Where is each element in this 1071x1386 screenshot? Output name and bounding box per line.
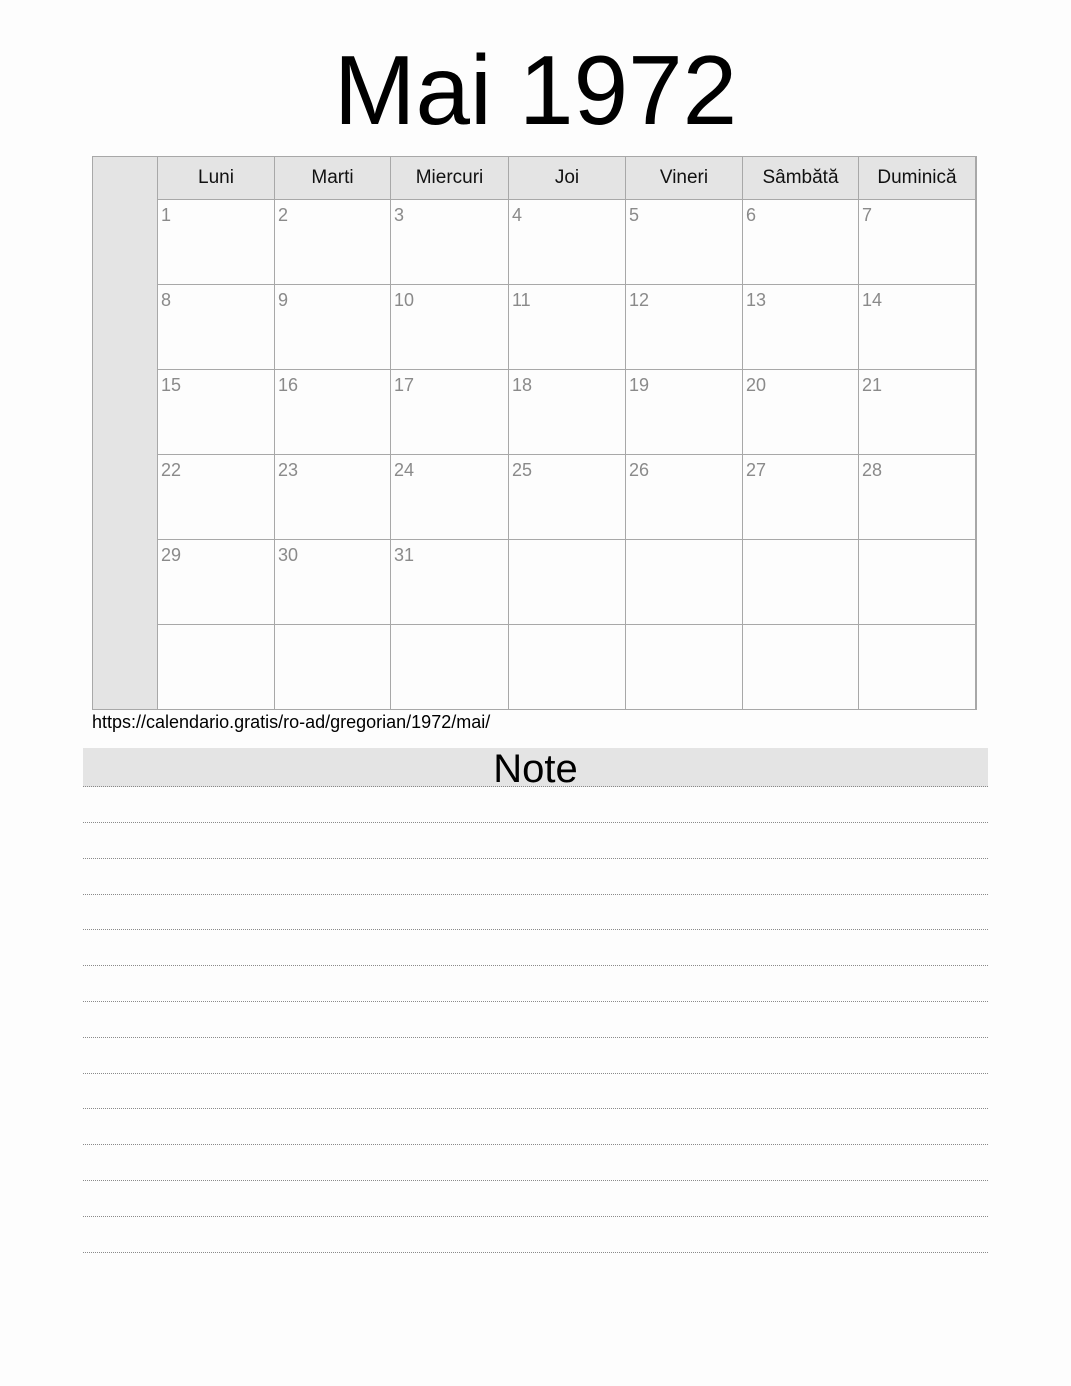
source-url[interactable]: https://calendario.gratis/ro-ad/gregorian/1972/mai/ — [92, 712, 491, 732]
day-cell[interactable] — [509, 540, 626, 625]
day-cell[interactable] — [391, 625, 509, 709]
day-cell[interactable] — [391, 200, 509, 285]
weekday-header: Joi — [509, 157, 626, 200]
day-cell[interactable] — [743, 540, 859, 625]
day-cell[interactable] — [509, 285, 626, 370]
day-cell[interactable] — [626, 200, 743, 285]
day-number: 16 — [278, 375, 299, 395]
day-number: 20 — [746, 375, 767, 395]
day-cell[interactable] — [391, 540, 509, 625]
day-number: 5 — [629, 205, 640, 225]
day-cell[interactable] — [158, 540, 275, 625]
day-cell[interactable] — [509, 200, 626, 285]
day-cell[interactable] — [275, 370, 391, 455]
day-number: 19 — [629, 375, 650, 395]
day-cell[interactable] — [743, 455, 859, 540]
note-line[interactable] — [83, 894, 988, 895]
day-cell[interactable] — [859, 370, 976, 455]
day-cell[interactable] — [626, 455, 743, 540]
note-line[interactable] — [83, 1001, 988, 1002]
day-number: 3 — [394, 205, 405, 225]
day-cell[interactable] — [509, 370, 626, 455]
day-number: 18 — [512, 375, 533, 395]
day-cell[interactable] — [275, 540, 391, 625]
day-number: 25 — [512, 460, 533, 480]
day-number: 11 — [512, 290, 531, 310]
day-number: 23 — [278, 460, 299, 480]
note-line[interactable] — [83, 858, 988, 859]
day-cell[interactable] — [158, 625, 275, 709]
day-cell[interactable] — [275, 285, 391, 370]
day-cell[interactable] — [275, 455, 391, 540]
note-line[interactable] — [83, 1108, 988, 1109]
day-number: 17 — [394, 375, 415, 395]
day-number: 10 — [394, 290, 415, 310]
note-line[interactable] — [83, 965, 988, 966]
note-line[interactable] — [83, 1216, 988, 1217]
day-cell[interactable] — [158, 455, 275, 540]
note-line[interactable] — [83, 1073, 988, 1074]
weekday-header: Marti — [275, 157, 391, 200]
day-cell[interactable] — [743, 625, 859, 709]
day-cell[interactable] — [158, 285, 275, 370]
calendar-grid — [92, 156, 977, 710]
weekday-header: Luni — [158, 157, 275, 200]
note-line[interactable] — [83, 929, 988, 930]
day-cell[interactable] — [626, 370, 743, 455]
weekday-header: Vineri — [626, 157, 743, 200]
note-line[interactable] — [83, 822, 988, 823]
day-number: 26 — [629, 460, 650, 480]
day-cell[interactable] — [626, 285, 743, 370]
day-cell[interactable] — [391, 285, 509, 370]
day-cell[interactable] — [509, 455, 626, 540]
day-number: 7 — [862, 205, 873, 225]
note-line[interactable] — [83, 1144, 988, 1145]
day-number: 30 — [278, 545, 299, 565]
day-cell[interactable] — [391, 370, 509, 455]
day-number: 2 — [278, 205, 289, 225]
day-cell[interactable] — [743, 370, 859, 455]
day-cell[interactable] — [859, 625, 976, 709]
day-cell[interactable] — [859, 200, 976, 285]
day-number: 9 — [278, 290, 289, 310]
day-cell[interactable] — [275, 200, 391, 285]
day-cell[interactable] — [743, 200, 859, 285]
day-number: 31 — [394, 545, 415, 565]
day-cell[interactable] — [158, 200, 275, 285]
day-number: 8 — [161, 290, 172, 310]
day-cell[interactable] — [859, 540, 976, 625]
day-number: 21 — [862, 375, 883, 395]
day-cell[interactable] — [626, 540, 743, 625]
weekday-header: Miercuri — [391, 157, 509, 200]
note-line[interactable] — [83, 1252, 988, 1253]
note-line[interactable] — [83, 1180, 988, 1181]
day-cell[interactable] — [275, 625, 391, 709]
day-number: 29 — [161, 545, 182, 565]
day-number: 1 — [161, 205, 172, 225]
day-cell[interactable] — [626, 625, 743, 709]
note-line[interactable] — [83, 1037, 988, 1038]
day-number: 28 — [862, 460, 883, 480]
day-cell[interactable] — [391, 455, 509, 540]
day-number: 14 — [862, 290, 883, 310]
day-cell[interactable] — [859, 455, 976, 540]
page-title: Mai 1972 — [333, 35, 738, 145]
day-cell[interactable] — [509, 625, 626, 709]
weekday-header: Sâmbătă — [743, 157, 859, 200]
day-number: 13 — [746, 290, 767, 310]
weekday-header: Duminică — [859, 157, 976, 200]
day-number: 4 — [512, 205, 523, 225]
day-cell[interactable] — [743, 285, 859, 370]
day-cell[interactable] — [859, 285, 976, 370]
week-number-column — [93, 157, 158, 709]
day-cell[interactable] — [158, 370, 275, 455]
day-number: 27 — [746, 460, 767, 480]
day-number: 24 — [394, 460, 415, 480]
day-number: 6 — [746, 205, 757, 225]
day-number: 22 — [161, 460, 182, 480]
notes-heading: Note — [83, 748, 988, 787]
day-number: 12 — [629, 290, 650, 310]
day-number: 15 — [161, 375, 182, 395]
